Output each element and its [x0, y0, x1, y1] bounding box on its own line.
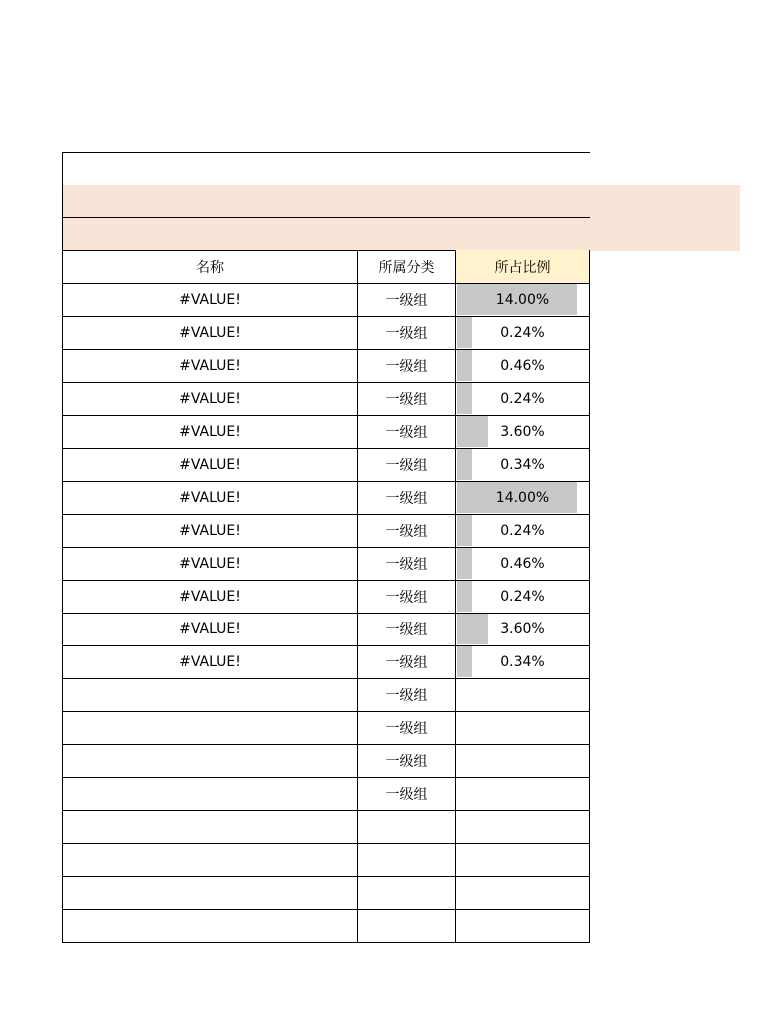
table-row-category-cell[interactable]	[357, 547, 456, 581]
sheet-title-cell[interactable]	[62, 152, 590, 186]
subheader-right-cell[interactable]	[357, 218, 740, 251]
table-row-category-cell[interactable]	[357, 711, 456, 745]
table-row-category-cell[interactable]	[357, 448, 456, 482]
header-category-label: 所属分类	[378, 259, 435, 276]
table-row-name-cell[interactable]	[62, 678, 358, 712]
row-ratio-text: 3.60%	[500, 423, 545, 440]
row-category-text: 一级组	[385, 391, 428, 408]
table-row-ratio-cell[interactable]	[455, 349, 590, 383]
table-row-name-cell[interactable]	[62, 711, 358, 745]
header-category-cell[interactable]	[357, 250, 456, 284]
row-category-text: 一级组	[385, 325, 428, 342]
table-row-name-cell[interactable]	[62, 810, 358, 844]
table-row-ratio-cell[interactable]	[455, 810, 590, 844]
row-name-text: #VALUE!	[179, 291, 241, 308]
row-ratio-text: 3.60%	[500, 621, 545, 637]
table-row-category-cell[interactable]	[357, 349, 456, 383]
row-name-text: #VALUE!	[179, 621, 241, 637]
table-row-ratio-cell[interactable]	[455, 448, 590, 482]
table-row-category-cell[interactable]	[357, 415, 456, 449]
table-row-ratio-cell[interactable]	[455, 645, 590, 679]
table-row-name-cell[interactable]	[62, 645, 358, 679]
row-name-text: #VALUE!	[179, 522, 241, 539]
table-row-category-cell[interactable]	[357, 580, 456, 614]
row-category-text: 一级组	[385, 490, 428, 507]
table-row-category-cell[interactable]	[357, 810, 456, 844]
row-category-text: 一级组	[385, 457, 428, 474]
table-row-category-cell[interactable]	[357, 382, 456, 416]
row-ratio-text: 14.00%	[495, 291, 550, 308]
table-row-ratio-cell[interactable]	[455, 382, 590, 416]
table-row-ratio-cell[interactable]	[455, 711, 590, 745]
table-row-category-cell[interactable]	[357, 777, 456, 811]
row-name-text: #VALUE!	[179, 588, 241, 605]
row-ratio-text: 0.46%	[500, 555, 545, 572]
table-row-category-cell[interactable]	[357, 744, 456, 778]
row-category-text: 一级组	[385, 424, 428, 441]
row-name-text: #VALUE!	[179, 456, 241, 473]
row-name-text: #VALUE!	[179, 489, 241, 506]
row-name-text: #VALUE!	[179, 324, 241, 341]
table-row-ratio-cell[interactable]	[455, 876, 590, 910]
table-row-category-cell[interactable]	[357, 481, 456, 515]
header-ratio-cell[interactable]	[455, 250, 590, 284]
header-name-cell[interactable]	[62, 250, 358, 284]
row-ratio-text: 0.34%	[500, 456, 545, 473]
table-row-ratio-cell[interactable]	[455, 316, 590, 350]
row-name-text: #VALUE!	[179, 555, 241, 572]
table-row-ratio-cell[interactable]	[455, 678, 590, 712]
row-category-text: 一级组	[385, 622, 428, 638]
table-row-ratio-cell[interactable]	[455, 514, 590, 548]
row-ratio-text: 0.24%	[500, 588, 545, 605]
row-ratio-text: 14.00%	[495, 489, 550, 506]
table-row-name-cell[interactable]	[62, 283, 358, 317]
table-row-name-cell[interactable]	[62, 909, 358, 943]
row-category-text: 一级组	[385, 786, 428, 803]
table-row-name-cell[interactable]	[62, 777, 358, 811]
row-ratio-text: 0.34%	[500, 653, 545, 670]
table-row-ratio-cell[interactable]	[455, 613, 590, 646]
row-category-text: 一级组	[385, 292, 428, 309]
row-category-text: 一级组	[385, 720, 428, 737]
row-ratio-text: 0.24%	[500, 522, 545, 539]
table-row-category-cell[interactable]	[357, 613, 456, 646]
table-row-name-cell[interactable]	[62, 481, 358, 515]
table-row-ratio-cell[interactable]	[455, 580, 590, 614]
table-row-name-cell[interactable]	[62, 744, 358, 778]
table-row-ratio-cell[interactable]	[455, 843, 590, 877]
table-row-ratio-cell[interactable]	[455, 777, 590, 811]
table-row-category-cell[interactable]	[357, 514, 456, 548]
table-row-ratio-cell[interactable]	[455, 415, 590, 449]
table-row-ratio-cell[interactable]	[455, 283, 590, 317]
table-row-category-cell[interactable]	[357, 316, 456, 350]
row-category-text: 一级组	[385, 654, 428, 671]
row-category-text: 一级组	[385, 556, 428, 573]
row-category-text: 一级组	[385, 687, 428, 704]
table-row-name-cell[interactable]	[62, 580, 358, 614]
table-row-name-cell[interactable]	[62, 876, 358, 910]
row-ratio-text: 0.24%	[500, 324, 545, 341]
table-row-ratio-cell[interactable]	[455, 547, 590, 581]
table-row-name-cell[interactable]	[62, 448, 358, 482]
row-name-text: #VALUE!	[179, 357, 241, 374]
row-name-text: #VALUE!	[179, 390, 241, 407]
table-row-name-cell[interactable]	[62, 843, 358, 877]
row-category-text: 一级组	[385, 589, 428, 606]
merged-band-cell[interactable]	[62, 185, 740, 218]
row-name-text: #VALUE!	[179, 423, 241, 440]
table-row-category-cell[interactable]	[357, 843, 456, 877]
row-ratio-text: 0.46%	[500, 357, 545, 374]
row-category-text: 一级组	[385, 753, 428, 770]
table-row-category-cell[interactable]	[357, 678, 456, 712]
table-row-category-cell[interactable]	[357, 283, 456, 317]
table-row-ratio-cell[interactable]	[455, 744, 590, 778]
table-row-category-cell[interactable]	[357, 876, 456, 910]
table-row-name-cell[interactable]	[62, 316, 358, 350]
row-name-text: #VALUE!	[179, 653, 241, 670]
table-row-name-cell[interactable]	[62, 349, 358, 383]
table-row-name-cell[interactable]	[62, 613, 358, 646]
table-row-name-cell[interactable]	[62, 415, 358, 449]
table-row-name-cell[interactable]	[62, 514, 358, 548]
subheader-left-cell[interactable]	[62, 218, 358, 251]
table-row-category-cell[interactable]	[357, 645, 456, 679]
table-row-name-cell[interactable]	[62, 547, 358, 581]
table-row-name-cell[interactable]	[62, 382, 358, 416]
row-category-text: 一级组	[385, 358, 428, 375]
row-ratio-text: 0.24%	[500, 390, 545, 407]
table-row-ratio-cell[interactable]	[455, 909, 590, 943]
header-name-label: 名称	[196, 259, 224, 276]
header-ratio-label: 所占比例	[494, 259, 551, 276]
table-row-category-cell[interactable]	[357, 909, 456, 943]
row-category-text: 一级组	[385, 523, 428, 540]
table-row-ratio-cell[interactable]	[455, 481, 590, 515]
